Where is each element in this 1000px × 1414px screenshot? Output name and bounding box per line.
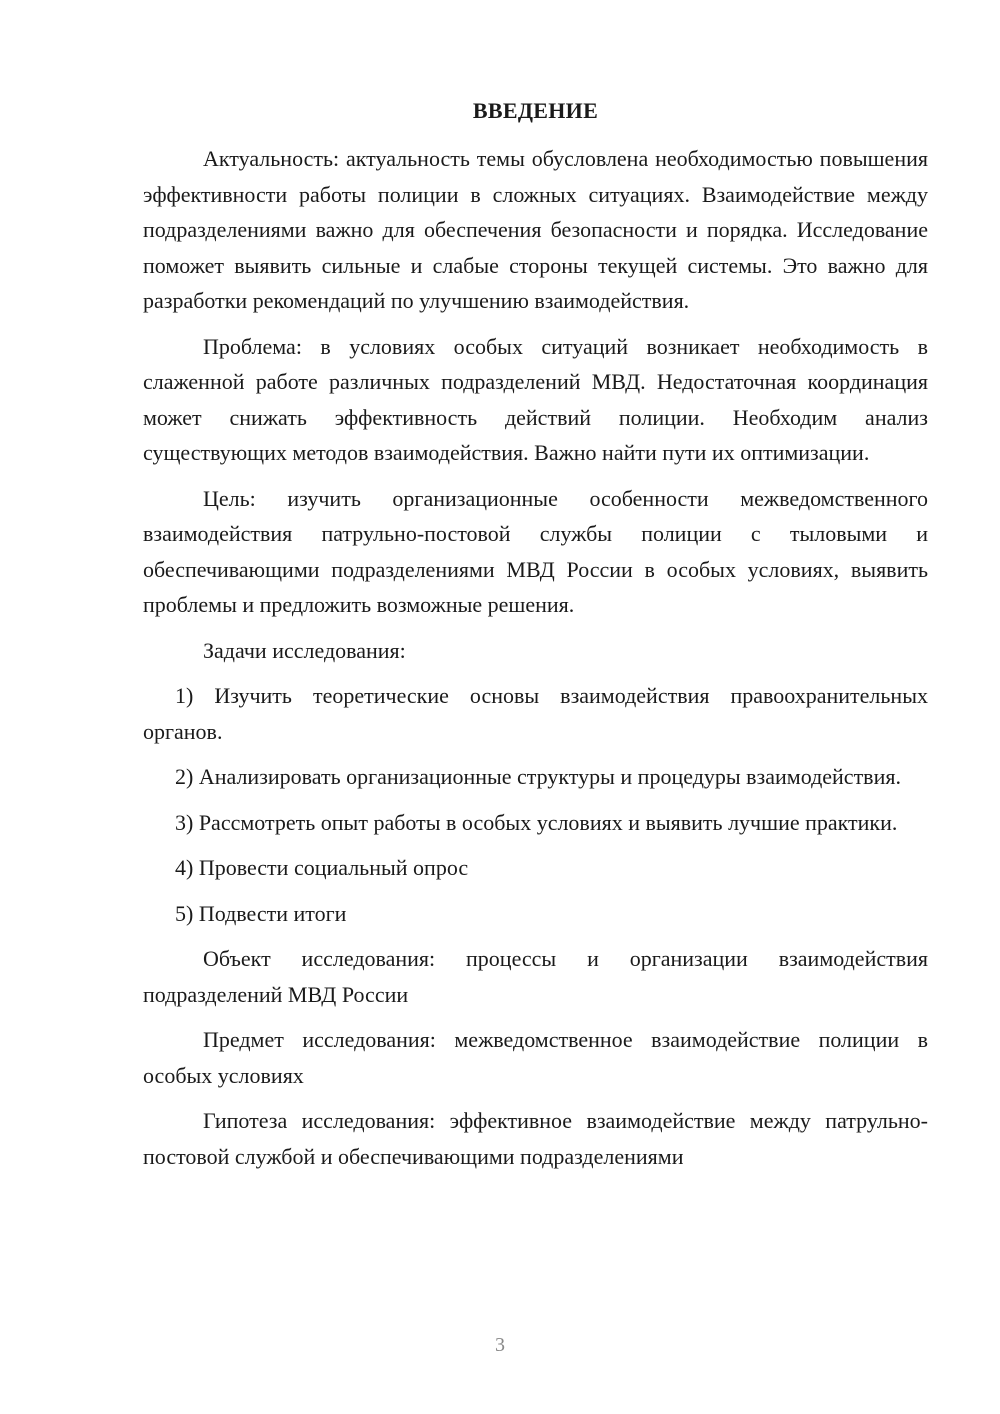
page-number: 3 (495, 1334, 505, 1356)
task-item-5: 5) Подвести итоги (175, 900, 347, 926)
task-item-2: 2) Анализировать организационные структуры и процедуры взаимодействия. (175, 764, 901, 789)
paragraph-goal: Цель: изучить организационные особенности межведомственного взаимодействия патрульно-постовой службы полиции с тыловыми и обеспечивающими подразделениями МВД России в особых условиях, выявить проблемы и предложить возможные решения. (143, 485, 928, 617)
paragraph-hypothesis: Гипотеза исследования: эффективное взаимодействие между патрульно-постовой службой и обеспечивающими подразделениями (143, 1108, 928, 1169)
paragraph-subject: Предмет исследования: межведомственное взаимодействие полиции в особых условиях (143, 1027, 928, 1088)
paragraph-tasks-heading: Задачи исследования: (203, 637, 406, 663)
paragraph-relevance: Актуальность: актуальность темы обусловлена необходимостью повышения эффективности работы полиции в сложных ситуациях. Взаимодействие между подразделениями важно для обеспечения безопасности и порядка. Исследование поможет выявить сильные и слабые стороны текущей системы. Это важно для разработки рекомендаций по улучшению взаимодействия. (143, 146, 928, 313)
task-item-1: 1) Изучить теоретические основы взаимодействия правоохранительных органов. (143, 683, 928, 744)
task-item-4: 4) Провести социальный опрос (175, 855, 469, 880)
page-title: ВВЕДЕНИЕ (472, 98, 599, 123)
task-item-3: 3) Рассмотреть опыт работы в особых условиях и выявить лучшие практики. (175, 809, 898, 835)
document-body (143, 141, 928, 1184)
paragraph-problem: Проблема: в условиях особых ситуаций возникает необходимость в слаженной работе различных подразделений МВД. Недостаточная координация может снижать эффективность действий полиции. Необходим анализ существующих методов взаимодействия. Важно найти пути их оптимизации. (143, 333, 928, 465)
paragraph-object: Объект исследования: процессы и организации взаимодействия подразделений МВД России (143, 946, 928, 1007)
